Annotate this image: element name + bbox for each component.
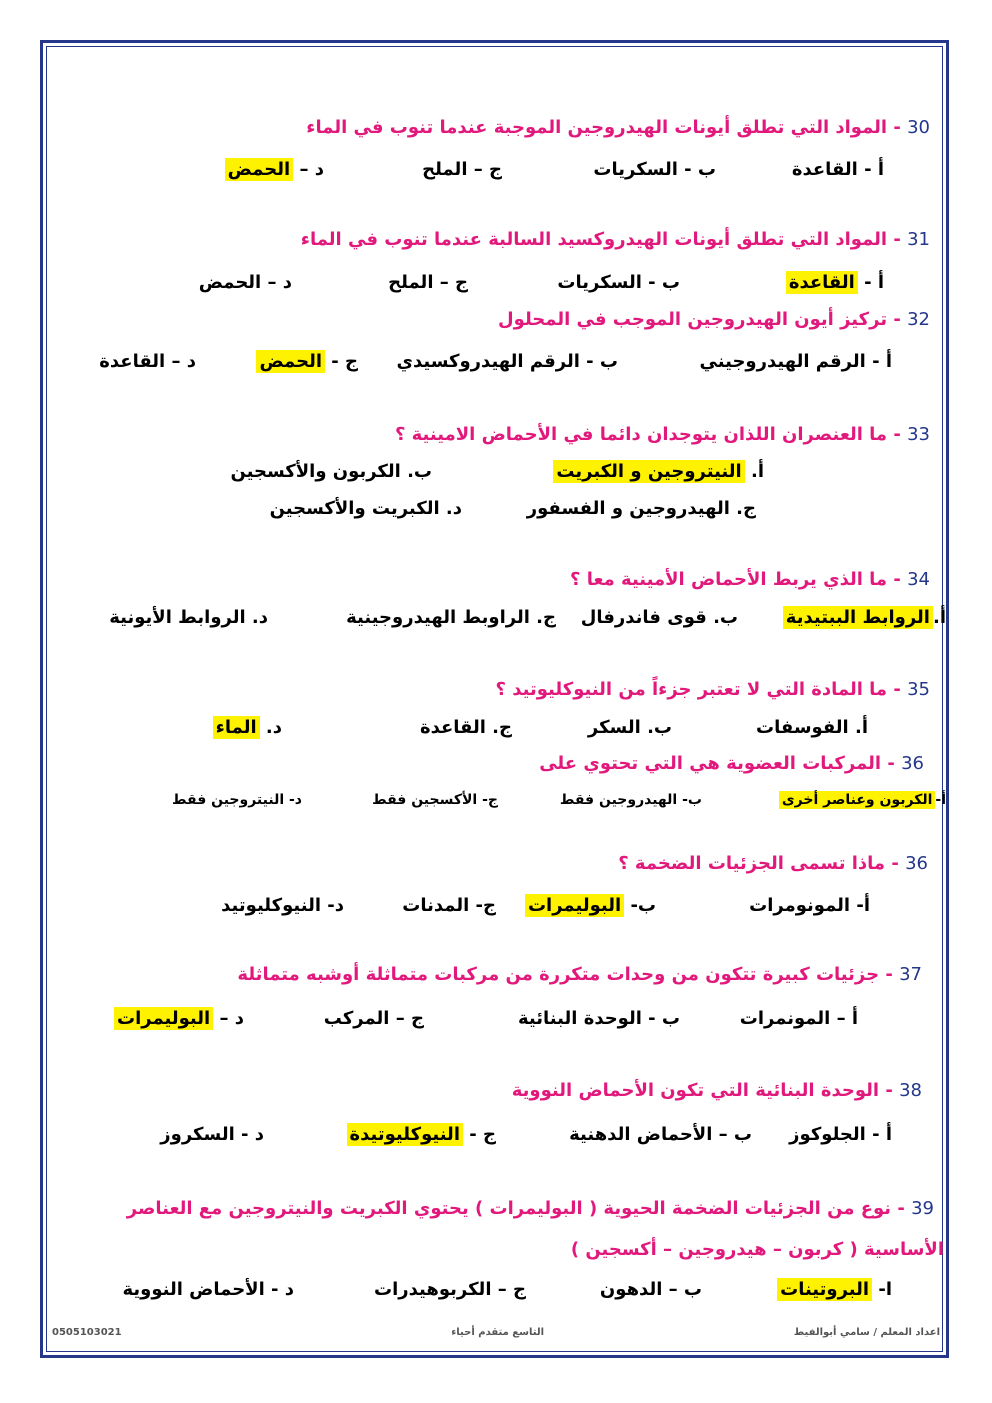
option-a: أ.الروابط الببتيدية	[783, 605, 946, 631]
option-b: ب. الكربون والأكسجين	[230, 461, 432, 482]
option-a: أ-الكربون وعناصر أخرى	[779, 787, 946, 813]
option-a: أ. الفوسفات	[756, 717, 868, 738]
option-c: ج – الملح	[388, 272, 468, 293]
option-b: ب. قوى فاندرفال	[580, 607, 738, 628]
question-39-line2: الأساسية ( كربون – هيدروجين – أكسجين )	[570, 1239, 944, 1260]
option-c: ج- الأكسجين فقط	[372, 792, 498, 808]
option-c: ج. الهيدروجين و الفسفور	[526, 498, 756, 519]
option-b: ب - الرقم الهيدروكسيدي	[396, 351, 618, 372]
option-a: أ- المونومرات	[749, 895, 870, 916]
option-c: ج – الكربوهيدرات	[374, 1279, 526, 1300]
option-b: ب. السكر	[587, 717, 672, 738]
answer-highlight: الروابط الببتيدية	[783, 606, 933, 629]
question-35: 35 - ما المادة التي لا تعتبر جزءاً من النيوكليوتيد ؟	[495, 679, 930, 700]
question-36b: 36 - ماذا تسمى الجزئيات الضخمة ؟	[618, 853, 928, 874]
answer-highlight: القاعدة	[786, 271, 858, 294]
question-38: 38 - الوحدة البنائية التي تكون الأحماض النووية	[511, 1080, 922, 1101]
option-b: ب – الأحماض الدهنية	[569, 1124, 752, 1145]
answer-highlight: النيتروجين و الكبريت	[553, 460, 744, 483]
option-d: د. الروابط الأيونية	[109, 607, 268, 628]
option-c: ج – المركب	[323, 1008, 424, 1029]
option-b: ب – الدهون	[599, 1279, 702, 1300]
option-c: ج - النيوكليوتيدة	[347, 1122, 497, 1148]
option-a: أ - الجلوكوز	[789, 1124, 892, 1145]
answer-highlight: الحمض	[256, 350, 325, 373]
footer-phone: 0505103021	[52, 1327, 122, 1338]
option-c: ج - الحمض	[256, 349, 358, 375]
question-36: 36 - المركبات العضوية هي التي تحتوي على	[539, 753, 924, 774]
answer-highlight: الماء	[213, 716, 260, 739]
question-39: 39 - نوع من الجزئيات الضخمة الحيوية ( البوليمرات ) يحتوي الكبريت والنيتروجين مع العناصر	[126, 1198, 934, 1219]
answer-highlight: النيوكليوتيدة	[347, 1123, 464, 1146]
option-a: ا- البروتينات	[777, 1277, 892, 1303]
option-d: د. الكبريت والأكسجين	[269, 498, 462, 519]
option-a: أ - القاعدة	[786, 270, 884, 296]
option-d: د – القاعدة	[99, 351, 196, 372]
answer-highlight: البوليمرات	[525, 894, 624, 917]
option-c: ج- المدنات	[402, 895, 496, 916]
footer-subject: التاسع متقدم أحياء	[451, 1327, 544, 1338]
option-a: أ – المونمرات	[739, 1008, 858, 1029]
question-33: 33 - ما العنصران اللذان يتوجدان دائما في الأحماض الامينية ؟	[394, 424, 930, 445]
option-b: ب- البوليمرات	[525, 893, 656, 919]
option-d: د - السكروز	[160, 1124, 264, 1145]
option-b: ب - السكريات	[593, 159, 716, 180]
option-a: أ. النيتروجين و الكبريت	[553, 459, 764, 485]
option-c: ج. الراوبط الهيدروجينية	[346, 607, 556, 628]
option-a: أ - القاعدة	[791, 159, 884, 180]
option-d: د - الأحماض النووية	[122, 1279, 294, 1300]
answer-highlight: الكربون وعناصر أخرى	[779, 791, 936, 809]
option-b: ب - السكريات	[557, 272, 680, 293]
question-34: 34 - ما الذي يربط الأحماض الأمينية معا ؟	[569, 569, 930, 590]
option-d: د – الحمض	[198, 272, 292, 293]
question-37: 37 - جزئيات كبيرة تتكون من وحدات متكررة من مركبات متماثلة أوشبه متماثلة	[237, 964, 922, 985]
option-a: أ - الرقم الهيدروجيني	[699, 351, 892, 372]
question-32: 32 - تركيز أيون الهيدروجين الموجب في المحلول	[498, 309, 930, 330]
answer-highlight: البوليمرات	[114, 1007, 213, 1030]
footer-author: اعداد المعلم / سامي أبوالفيط	[793, 1327, 940, 1338]
question-31: 31 - المواد التي تطلق أيونات الهيدروكسيد السالبة عندما تنوب في الماء	[300, 229, 930, 250]
option-d: د – البوليمرات	[114, 1006, 244, 1032]
option-b: ب - الوحدة البنائية	[518, 1008, 680, 1029]
answer-highlight: البروتينات	[777, 1278, 872, 1301]
option-b: ب- الهيدروجين فقط	[559, 792, 702, 808]
option-d: د – الحمض	[225, 157, 324, 183]
answer-highlight: الحمض	[225, 158, 294, 181]
option-d: د- النيوكليوتيد	[221, 895, 344, 916]
question-30: 30 - المواد التي تطلق أيونات الهيدروجين الموجبة عندما تنوب في الماء	[306, 117, 930, 138]
option-d: د. الماء	[213, 715, 282, 741]
option-c: ج – الملح	[422, 159, 502, 180]
option-d: د- النيتروجين فقط	[172, 792, 302, 808]
option-c: ج. القاعدة	[419, 717, 512, 738]
